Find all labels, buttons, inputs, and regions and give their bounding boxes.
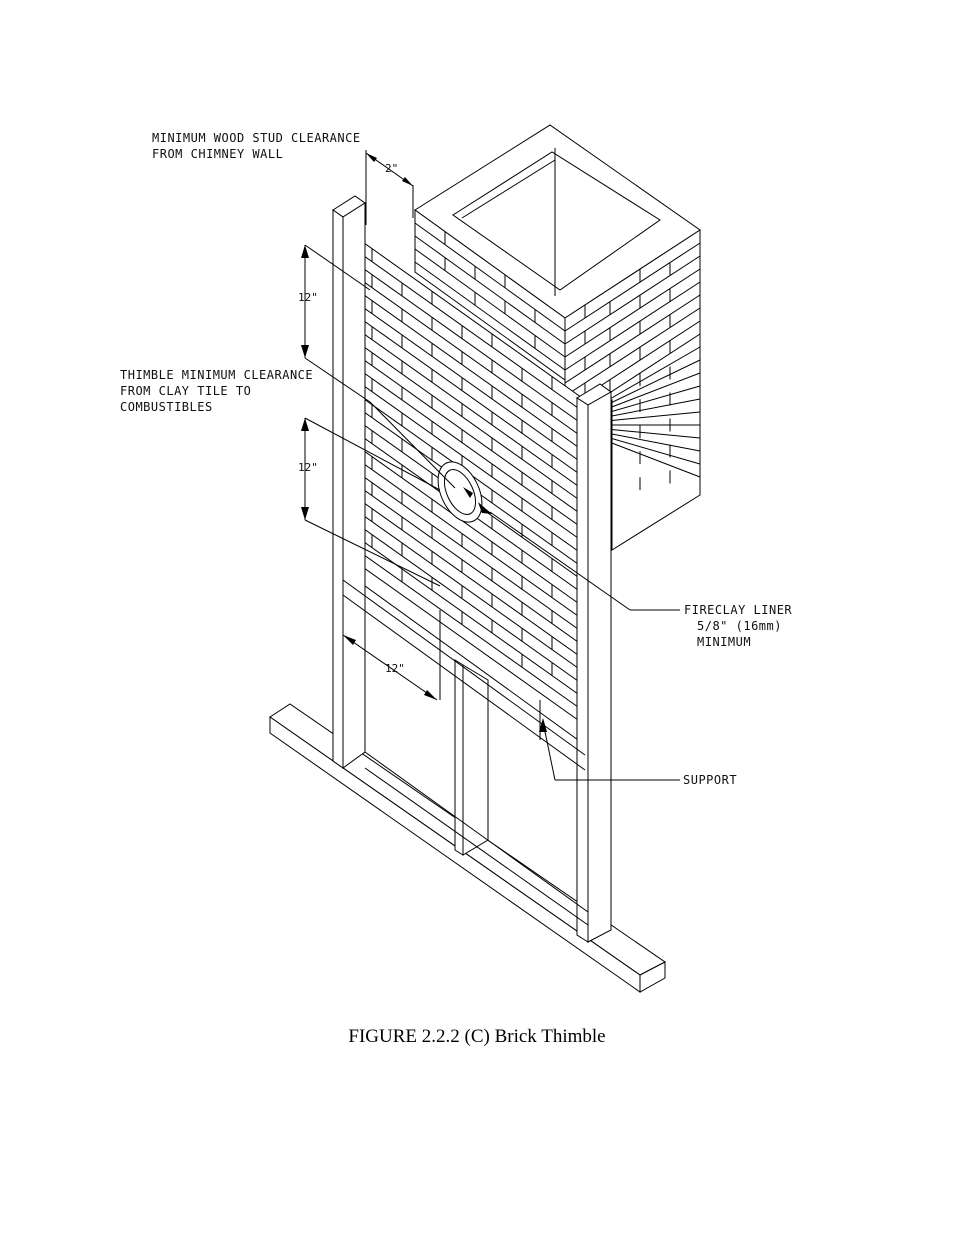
support-label: SUPPORT	[683, 773, 738, 787]
dim-stud-gap: 2"	[385, 162, 399, 175]
stud-clearance-label-1: MINIMUM WOOD STUD CLEARANCE	[152, 131, 361, 145]
thimble-clearance-label-1: THIMBLE MINIMUM CLEARANCE	[120, 368, 314, 382]
figure-caption: FIGURE 2.2.2 (C) Brick Thimble	[348, 1026, 606, 1047]
fireclay-label-2: 5/8" (16mm)	[697, 619, 782, 633]
thimble-clearance-label-3: COMBUSTIBLES	[120, 400, 213, 414]
dim-lower-vertical: 12"	[298, 461, 318, 474]
dim-upper-vertical: 12"	[298, 291, 318, 304]
dim-horizontal: 12"	[385, 662, 405, 675]
thimble-clearance-label-2: FROM CLAY TILE TO	[120, 384, 252, 398]
fireclay-label-1: FIRECLAY LINER	[684, 603, 793, 617]
stud-clearance-label-2: FROM CHIMNEY WALL	[152, 147, 284, 161]
fireclay-label-3: MINIMUM	[697, 635, 752, 649]
